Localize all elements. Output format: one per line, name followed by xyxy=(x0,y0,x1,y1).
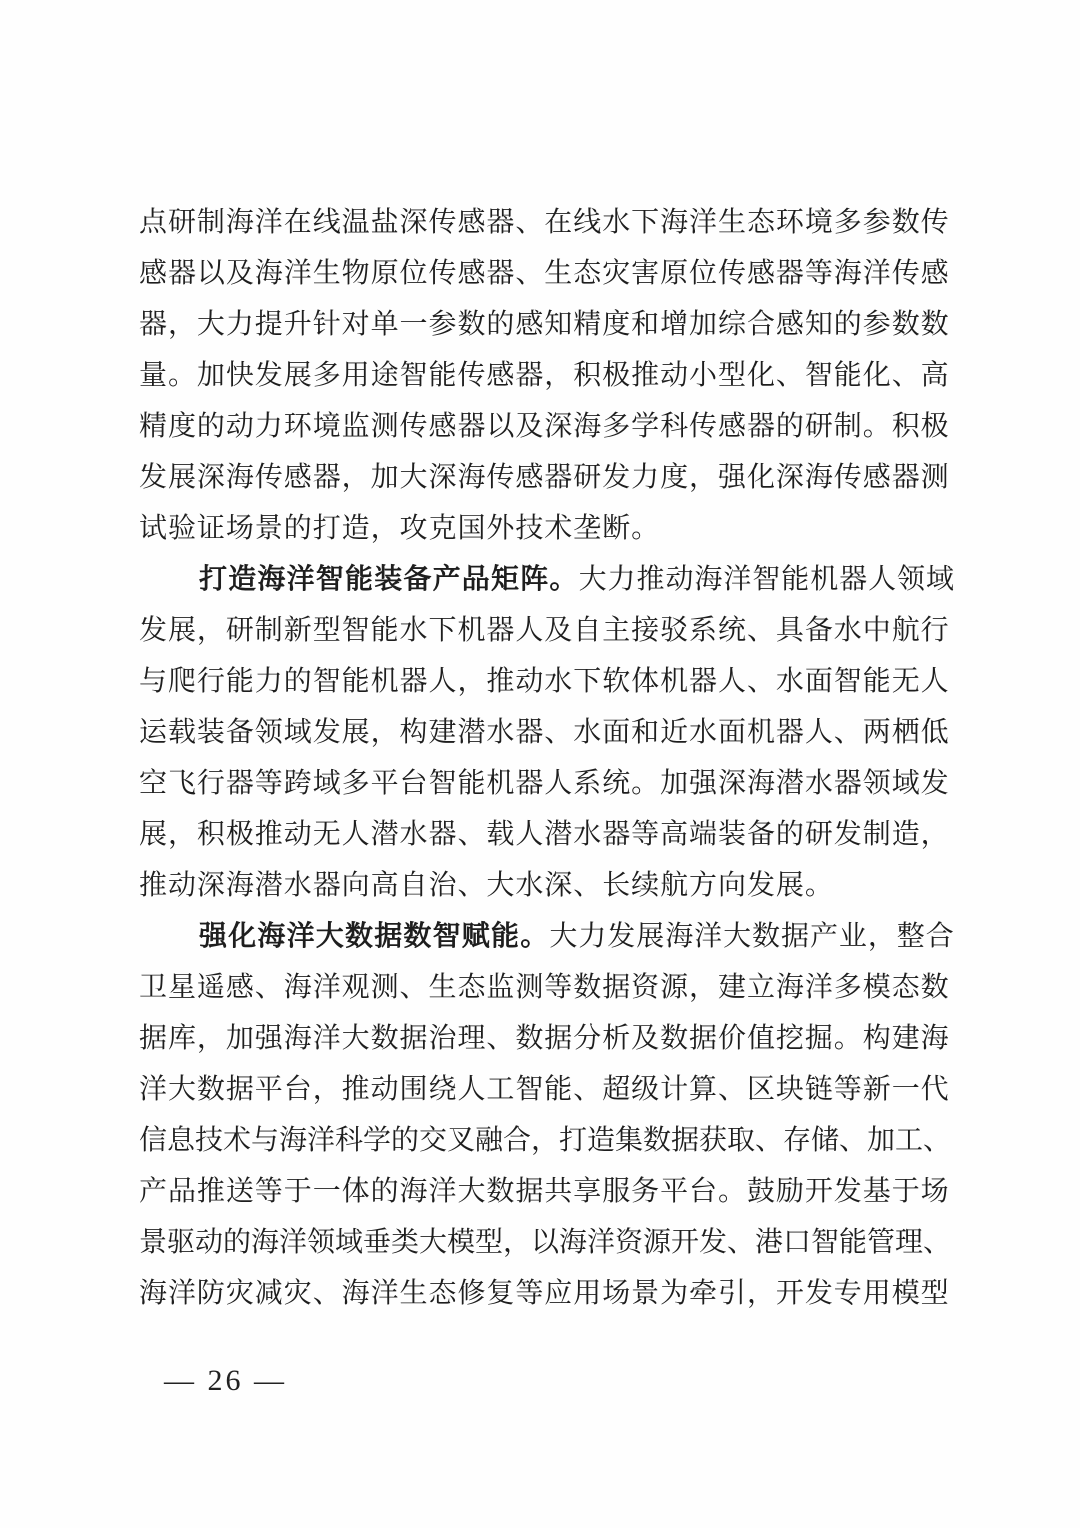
paragraph-text: 大力发展海洋大数据产业，整合 xyxy=(549,921,955,952)
text-line: 空飞行器等跨域多平台智能机器人系统。加强深海潜水器领域发 xyxy=(139,768,950,799)
text-line: 与爬行能力的智能机器人，推动水下软体机器人、水面智能无人 xyxy=(139,666,950,697)
text-line paragraph-end: 推动深海潜水器向高自治、大水深、长续航方向发展。 xyxy=(139,870,834,901)
paragraph-heading: 强化海洋大数据数智赋能。 xyxy=(199,921,550,952)
paragraph-heading: 打造海洋智能装备产品矩阵。 xyxy=(199,564,579,595)
text-line: 景驱动的海洋领域垂类大模型，以海洋资源开发、港口智能管理、 xyxy=(139,1227,952,1258)
text-line: 发展深海传感器，加大深海传感器研发力度，强化深海传感器测 xyxy=(139,462,950,493)
text-line: 产品推送等于一体的海洋大数据共享服务平台。鼓励开发基于场 xyxy=(139,1176,950,1207)
text-line: 器，大力提升针对单一参数的感知精度和增加综合感知的参数数 xyxy=(139,309,950,340)
text-line: 感器以及海洋生物原位传感器、生态灾害原位传感器等海洋传感 xyxy=(139,258,950,289)
text-line: 海洋防灾减灾、海洋生态修复等应用场景为牵引，开发专用模型 xyxy=(139,1278,950,1309)
text-line xyxy=(139,911,955,962)
text-line: 卫星遥感、海洋观测、生态监测等数据资源，建立海洋多模态数 xyxy=(139,972,950,1003)
text-line: 展，积极推动无人潜水器、载人潜水器等高端装备的研发制造， xyxy=(139,819,950,850)
text-line: 据库，加强海洋大数据治理、数据分析及数据价值挖掘。构建海 xyxy=(139,1023,950,1054)
document-text-block xyxy=(139,197,955,1319)
page-number: — 26 — xyxy=(164,1364,287,1397)
text-line: 点研制海洋在线温盐深传感器、在线水下海洋生态环境多参数传 xyxy=(139,207,950,238)
text-line: 洋大数据平台，推动围绕人工智能、超级计算、区块链等新一代 xyxy=(139,1074,950,1105)
text-line: 运载装备领域发展，构建潜水器、水面和近水面机器人、两栖低 xyxy=(139,717,950,748)
text-line: 量。加快发展多用途智能传感器，积极推动小型化、智能化、高 xyxy=(139,360,950,391)
text-line xyxy=(139,554,955,605)
text-line: 信息技术与海洋科学的交叉融合，打造集数据获取、存储、加工、 xyxy=(139,1125,952,1156)
text-line paragraph-end: 试验证场景的打造，攻克国外技术垄断。 xyxy=(139,513,661,544)
text-line: 精度的动力环境监测传感器以及深海多学科传感器的研制。积极 xyxy=(139,411,950,442)
paragraph-text: 大力推动海洋智能机器人领域 xyxy=(578,564,955,595)
text-line: 发展，研制新型智能水下机器人及自主接驳系统、具备水中航行 xyxy=(139,615,950,646)
